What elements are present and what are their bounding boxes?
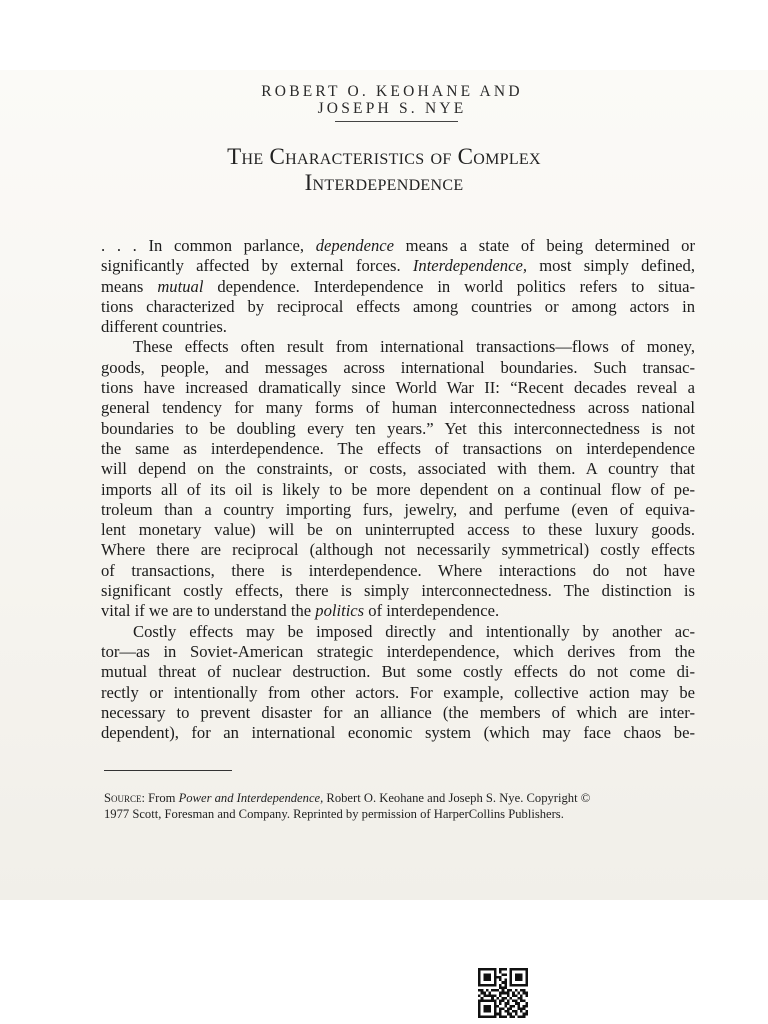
qr-module	[502, 986, 505, 989]
qr-module	[478, 968, 481, 971]
body-text-run: lent monetary value) will be on uninterrupted access to these luxury goods.	[101, 520, 695, 540]
qr-module	[496, 989, 499, 992]
qr-module	[512, 1015, 515, 1018]
body-text-run: the same as interdependence. The effects of transactions on interdependence	[101, 438, 695, 458]
body-line	[101, 439, 695, 459]
qr-module	[515, 1002, 518, 1005]
body-text-run: Costly effects may be imposed directly and intentionally by another ac-	[133, 621, 695, 641]
body-text-run: tions have increased dramatically since World War II: “Recent decades reveal a	[101, 378, 695, 398]
qr-module	[502, 1000, 505, 1003]
qr-module	[499, 976, 502, 979]
qr-module	[486, 1000, 489, 1003]
qr-module	[494, 1010, 497, 1013]
qr-module	[499, 986, 502, 989]
qr-module	[520, 968, 523, 971]
qr-module	[489, 1000, 492, 1003]
qr-module	[517, 984, 520, 987]
qr-module	[491, 1000, 494, 1003]
qr-module	[483, 1015, 486, 1018]
qr-module	[510, 997, 513, 1000]
qr-module	[494, 971, 497, 974]
qr-module	[491, 997, 494, 1000]
body-line	[101, 297, 695, 317]
qr-module	[517, 997, 520, 1000]
qr-module	[510, 1007, 513, 1010]
qr-module	[510, 981, 513, 984]
qr-module	[523, 1013, 526, 1016]
qr-module	[502, 992, 505, 995]
qr-module	[483, 1010, 486, 1013]
body-text-run: Where there are reciprocal (although not necessarily symmetrical) costly effects	[101, 540, 695, 560]
qr-module	[520, 984, 523, 987]
qr-module	[499, 1000, 502, 1003]
qr-module	[478, 989, 481, 992]
qr-module	[478, 1013, 481, 1016]
footnote-book-title: Power and Interdependence,	[178, 791, 324, 805]
body-line	[101, 398, 695, 418]
qr-module	[507, 1013, 510, 1016]
qr-module	[486, 973, 489, 976]
qr-module	[510, 989, 513, 992]
body-emphasis: mutual	[157, 276, 204, 296]
qr-module	[483, 973, 486, 976]
qr-module	[494, 1000, 497, 1003]
chapter-title-line-2: Interdependence	[304, 170, 464, 195]
qr-module	[489, 992, 492, 995]
qr-module	[499, 994, 502, 997]
body-text-run: will depend on the constraints, or costs, associated with them. A country that	[101, 459, 695, 479]
qr-module	[481, 1015, 484, 1018]
qr-module	[512, 1000, 515, 1003]
qr-module	[494, 1005, 497, 1008]
qr-module	[507, 1007, 510, 1010]
qr-module	[486, 1010, 489, 1013]
qr-module	[517, 1007, 520, 1010]
qr-module	[525, 1010, 528, 1013]
qr-module	[510, 979, 513, 982]
footnote-line-1	[104, 790, 700, 806]
body-line	[101, 683, 695, 703]
qr-module	[510, 1015, 513, 1018]
qr-module	[489, 976, 492, 979]
body-line	[101, 256, 695, 276]
body-line	[101, 642, 695, 662]
qr-module	[494, 1015, 497, 1018]
body-text-run: dependent), for an international economic system (which may face chaos be-	[101, 723, 695, 743]
qr-module	[512, 992, 515, 995]
qr-module	[489, 1007, 492, 1010]
qr-module	[491, 994, 494, 997]
body-text-run: dependence. Interdependence in world politics refers to situa-	[203, 276, 695, 296]
qr-module	[489, 973, 492, 976]
qr-module	[515, 968, 518, 971]
body-text	[101, 236, 695, 743]
qr-module	[502, 1007, 505, 1010]
qr-module	[504, 973, 507, 976]
qr-code-icon[interactable]	[478, 968, 528, 1018]
qr-module	[520, 997, 523, 1000]
qr-module	[504, 1015, 507, 1018]
qr-module	[523, 1015, 526, 1018]
qr-module	[525, 971, 528, 974]
qr-module	[504, 984, 507, 987]
body-text-run: imports all of its oil is likely to be more dependent on a continual flow of pe-	[101, 479, 695, 499]
qr-module	[520, 976, 523, 979]
qr-module	[507, 994, 510, 997]
qr-module	[483, 968, 486, 971]
qr-module	[486, 979, 489, 982]
qr-module	[515, 1000, 518, 1003]
book-page	[0, 70, 768, 900]
qr-module	[515, 1010, 518, 1013]
body-text-run: necessary to prevent disaster for an alliance (the members of which are inter-	[101, 702, 695, 722]
qr-module	[499, 1010, 502, 1013]
body-text-run: of interdependence.	[364, 601, 500, 621]
qr-module	[499, 984, 502, 987]
footnote-source-label: Source:	[104, 791, 146, 805]
qr-module	[499, 1013, 502, 1016]
qr-module	[520, 1007, 523, 1010]
qr-module	[478, 994, 481, 997]
body-text-run: rectly or intentionally from other actors. For example, collective action may be	[101, 682, 695, 702]
qr-module	[478, 1005, 481, 1008]
qr-module	[517, 976, 520, 979]
body-text-run: significantly affected by external forces.	[101, 256, 413, 276]
chapter-title-line-1: The Characteristics of Complex	[227, 144, 541, 169]
qr-module	[523, 984, 526, 987]
qr-module	[523, 1000, 526, 1003]
qr-module	[494, 1007, 497, 1010]
body-line	[101, 723, 695, 743]
qr-module	[515, 1013, 518, 1016]
source-footnote	[104, 790, 700, 822]
qr-module	[512, 968, 515, 971]
qr-module	[499, 979, 502, 982]
qr-module	[489, 984, 492, 987]
body-line	[101, 622, 695, 642]
qr-module	[483, 1007, 486, 1010]
qr-module	[504, 1010, 507, 1013]
qr-module	[515, 979, 518, 982]
qr-module	[494, 981, 497, 984]
qr-module	[491, 984, 494, 987]
qr-module	[502, 981, 505, 984]
body-text-run: most simply defined,	[526, 256, 695, 276]
body-text-run: mutual threat of nuclear destruction. But some costly effects do not come di-	[101, 662, 695, 682]
qr-module	[478, 1015, 481, 1018]
qr-module	[489, 1005, 492, 1008]
qr-module	[481, 1000, 484, 1003]
qr-module	[517, 1005, 520, 1008]
body-line	[101, 236, 695, 256]
qr-module	[481, 984, 484, 987]
qr-module	[478, 1000, 481, 1003]
qr-module	[486, 984, 489, 987]
body-text-run: of transactions, there is interdependence. Where interactions do not have	[101, 560, 695, 580]
body-text-run: different countries.	[101, 317, 227, 337]
qr-module	[478, 1010, 481, 1013]
qr-module	[483, 1000, 486, 1003]
qr-module	[483, 984, 486, 987]
qr-module	[515, 994, 518, 997]
body-emphasis: dependence	[315, 236, 394, 255]
qr-module	[502, 973, 505, 976]
qr-module	[481, 968, 484, 971]
qr-module	[525, 1005, 528, 1008]
qr-module	[489, 1015, 492, 1018]
qr-module	[515, 973, 518, 976]
qr-module	[499, 1002, 502, 1005]
qr-module	[504, 986, 507, 989]
body-emphasis: politics	[315, 601, 365, 621]
qr-module	[483, 992, 486, 995]
qr-module	[525, 968, 528, 971]
qr-module	[494, 968, 497, 971]
qr-module	[517, 973, 520, 976]
qr-module	[486, 968, 489, 971]
qr-module	[504, 1002, 507, 1005]
qr-module	[520, 1010, 523, 1013]
author-divider	[335, 121, 458, 122]
qr-module	[494, 984, 497, 987]
qr-module	[510, 973, 513, 976]
qr-module	[512, 984, 515, 987]
qr-module	[478, 1007, 481, 1010]
qr-module	[502, 989, 505, 992]
qr-module	[483, 1005, 486, 1008]
qr-module	[478, 976, 481, 979]
qr-module	[494, 1013, 497, 1016]
qr-module	[525, 1013, 528, 1016]
qr-module	[525, 994, 528, 997]
body-line	[101, 459, 695, 479]
body-line	[101, 378, 695, 398]
qr-module	[504, 1005, 507, 1008]
qr-module	[486, 1007, 489, 1010]
body-line	[101, 337, 695, 357]
body-line	[101, 662, 695, 682]
qr-module	[525, 992, 528, 995]
body-line	[101, 317, 695, 337]
qr-module	[486, 976, 489, 979]
qr-module	[520, 973, 523, 976]
qr-module	[486, 1005, 489, 1008]
qr-module	[502, 968, 505, 971]
body-line	[101, 419, 695, 439]
qr-module	[478, 984, 481, 987]
qr-module	[517, 979, 520, 982]
qr-module	[525, 979, 528, 982]
qr-module	[504, 992, 507, 995]
body-text-run: boundaries to be doubling every ten years.” Yet this interconnectedness is not	[101, 418, 695, 438]
body-text-run: vital if we are to understand the	[101, 601, 316, 621]
qr-module	[481, 989, 484, 992]
qr-module	[523, 968, 526, 971]
qr-module	[510, 971, 513, 974]
qr-module	[515, 989, 518, 992]
qr-module	[517, 1015, 520, 1018]
qr-module	[510, 976, 513, 979]
body-text-run: significant costly effects, there is simply interconnectedness. The distinction is	[101, 581, 695, 601]
qr-module	[520, 989, 523, 992]
qr-module	[504, 968, 507, 971]
qr-module	[491, 989, 494, 992]
qr-module	[517, 1002, 520, 1005]
qr-module	[502, 997, 505, 1000]
qr-module	[502, 1015, 505, 1018]
qr-module	[512, 994, 515, 997]
qr-module	[483, 994, 486, 997]
qr-module	[478, 1002, 481, 1005]
qr-module	[494, 989, 497, 992]
body-emphasis: Interdependence,	[412, 256, 527, 276]
qr-module	[496, 1005, 499, 1008]
qr-module	[523, 1007, 526, 1010]
qr-module	[525, 1002, 528, 1005]
qr-module	[512, 1005, 515, 1008]
qr-module	[515, 984, 518, 987]
body-line	[101, 581, 695, 601]
qr-module	[483, 979, 486, 982]
qr-module	[515, 976, 518, 979]
qr-module	[496, 1013, 499, 1016]
qr-module	[512, 1010, 515, 1013]
qr-module	[520, 979, 523, 982]
body-line	[101, 703, 695, 723]
qr-module	[504, 979, 507, 982]
qr-module	[510, 1013, 513, 1016]
qr-module	[499, 1007, 502, 1010]
footnote-divider	[104, 770, 232, 771]
body-text-run: general tendency for many forms of human interconnectedness across national	[101, 398, 695, 418]
body-text-run: means a state of being determined or	[394, 236, 695, 255]
qr-module	[486, 994, 489, 997]
body-line	[101, 277, 695, 297]
footnote-post: Robert O. Keohane and Joseph S. Nye. Copyright ©	[323, 791, 591, 805]
body-line	[101, 358, 695, 378]
qr-module	[494, 979, 497, 982]
qr-module	[486, 989, 489, 992]
qr-module	[504, 997, 507, 1000]
qr-module	[499, 971, 502, 974]
qr-module	[520, 1015, 523, 1018]
qr-module	[489, 994, 492, 997]
qr-module	[523, 992, 526, 995]
qr-module	[525, 976, 528, 979]
qr-module	[520, 994, 523, 997]
qr-module	[496, 976, 499, 979]
qr-module	[525, 984, 528, 987]
qr-module	[507, 989, 510, 992]
qr-module	[507, 1002, 510, 1005]
body-text-run: These effects often result from international transactions—flows of money,	[133, 337, 695, 357]
qr-module	[504, 981, 507, 984]
body-line	[101, 540, 695, 560]
body-text-run: tor—as in Soviet-American strategic interdependence, which derives from the	[101, 641, 695, 661]
qr-module	[491, 1015, 494, 1018]
qr-module	[523, 989, 526, 992]
qr-module	[507, 1000, 510, 1003]
author-line-2: JOSEPH S. NYE	[317, 100, 467, 117]
qr-module	[523, 1005, 526, 1008]
body-text-run: means	[101, 276, 158, 296]
qr-module	[489, 979, 492, 982]
footnote-pre: From	[145, 791, 179, 805]
footnote-line-2: 1977 Scott, Foresman and Company. Reprinted by permission of HarperCollins Publishers.	[104, 807, 564, 821]
qr-module	[494, 976, 497, 979]
qr-module	[510, 1005, 513, 1008]
qr-module	[489, 968, 492, 971]
body-line	[101, 520, 695, 540]
qr-module	[481, 997, 484, 1000]
qr-module	[525, 973, 528, 976]
body-line	[101, 601, 695, 621]
body-text-run: goods, people, and messages across international boundaries. Such transac-	[101, 357, 695, 377]
body-line	[101, 500, 695, 520]
qr-module	[491, 968, 494, 971]
qr-module	[525, 981, 528, 984]
body-line	[101, 480, 695, 500]
qr-module	[499, 1015, 502, 1018]
qr-module	[486, 1015, 489, 1018]
body-text-run: tions characterized by reciprocal effects among countries or among actors in	[101, 296, 695, 316]
qr-module	[494, 1002, 497, 1005]
qr-module	[517, 992, 520, 995]
body-line	[101, 561, 695, 581]
qr-module	[494, 973, 497, 976]
body-text-run: troleum than a country importing furs, jewelry, and perfume (even of equiva-	[101, 499, 695, 519]
qr-module	[481, 992, 484, 995]
qr-module	[499, 968, 502, 971]
qr-module	[510, 968, 513, 971]
qr-module	[478, 981, 481, 984]
qr-module	[517, 968, 520, 971]
qr-module	[496, 997, 499, 1000]
qr-module	[507, 1010, 510, 1013]
qr-module	[494, 994, 497, 997]
author-line-1: ROBERT O. KEOHANE AND	[261, 83, 523, 100]
qr-module	[510, 984, 513, 987]
qr-module	[483, 976, 486, 979]
qr-module	[478, 973, 481, 976]
qr-module	[478, 971, 481, 974]
qr-module	[507, 992, 510, 995]
qr-module	[478, 979, 481, 982]
qr-module	[520, 1000, 523, 1003]
body-text-run: . . . In common parlance,	[101, 236, 316, 255]
qr-module	[499, 992, 502, 995]
qr-module	[489, 1010, 492, 1013]
